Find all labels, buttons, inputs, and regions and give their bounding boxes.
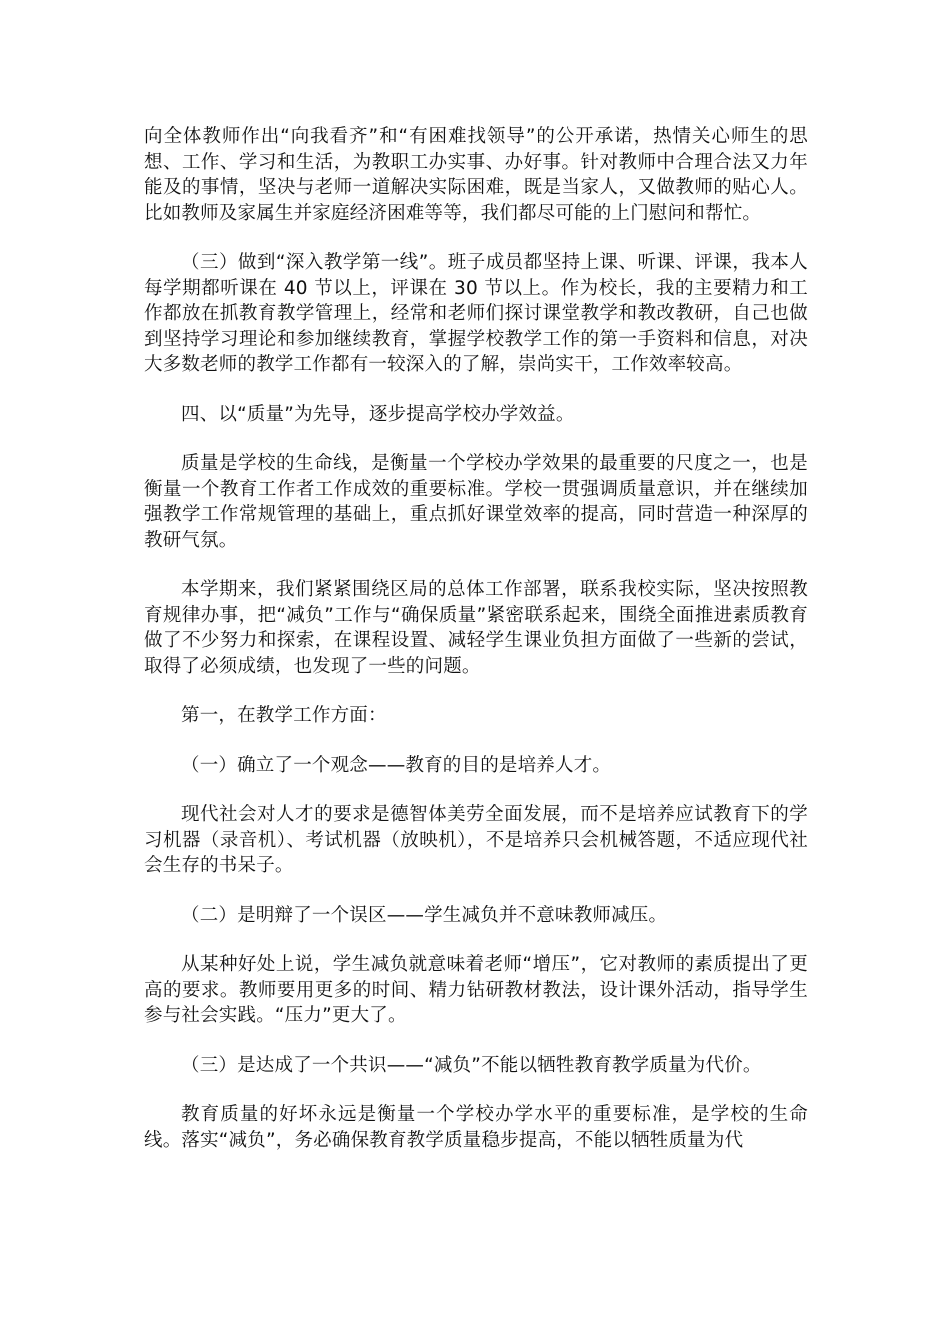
paragraph-education-quality: 教育质量的好坏永远是衡量一个学校办学水平的重要标准，是学校的生命线。落实“减负”，务必确保教育教学质量稳步提高，不能以牺牲质量为代: [144, 1104, 808, 1151]
paragraph-quality-lifeline: 质量是学校的生命线，是衡量一个学校办学效果的最重要的尺度之一，也是衡量一个教育工作者工作成效的重要标准。学校一贯强调质量意识，并在继续加强教学工作常规管理的基础上，重点抓好课堂效率的提高，同时营造一种深厚的教研气氛。: [144, 453, 808, 551]
section-heading-quality: 四、以“质量”为先导，逐步提高学校办学效益。: [181, 403, 575, 425]
paragraph-first-teaching: 第一，在教学工作方面：: [181, 705, 387, 726]
paragraph-teacher-pressure: 从某种好处上说，学生减负就意味着老师“增压”，它对教师的素质提出了更高的要求。教师要用更多的时间、精力钻研教材教法，设计课外活动，指导学生参与社会实践。“压力”更大了。: [144, 954, 808, 1026]
paragraph-modern-society: 现代社会对人才的要求是德智体美劳全面发展，而不是培养应试教育下的学习机器（录音机）、考试机器（放映机），不是培养只会机械答题，不适应现代社会生存的书呆子。: [144, 804, 808, 876]
paragraph-section-three-frontline: （三）做到“深入教学第一线”。班子成员都坚持上课、听课、评课，我本人每学期都听课在 40 节以上，评课在 30 节以上。作为校长，我的主要精力和工作都放在抓教育教学管理上，经常和老师们探讨课堂教学和教改教研，自己也做到坚持学习理论和参加继续教育，掌握学校教学工作的第一手资料和信息，对决大多数老师的教学工作都有一较深入的了解，崇尚实干，工作效率较高。: [144, 252, 808, 375]
subheading-concept: （一）确立了一个观念——教育的目的是培养人才。: [181, 754, 612, 776]
document-body: [144, 124, 808, 1177]
subheading-consensus: （三）是达成了一个共识——“减负”不能以牺牲教育教学质量为代价。: [181, 1054, 762, 1076]
paragraph-continuation: 向全体教师作出“向我看齐”和“有困难找领导”的公开承诺，热情关心师生的思想、工作、学习和生活，为教职工办实事、办好事。针对教师中合理合法又力年能及的事情，坚决与老师一道解决实际困难，既是当家人，又做教师的贴心人。比如教师及家属生并家庭经济困难等等，我们都尽可能的上门慰问和帮忙。: [144, 126, 808, 224]
subheading-misconception: （二）是明辩了一个误区——学生减负并不意味教师减压。: [181, 904, 668, 926]
paragraph-semester-work: 本学期来，我们紧紧围绕区局的总体工作部署，联系我校实际，坚决按照教育规律办事，把“减负”工作与“确保质量”紧密联系起来，围绕全面推进素质教育做了不少努力和探索，在课程设置、减轻学生课业负担方面做了一些新的尝试，取得了必须成绩，也发现了一些的问题。: [144, 579, 808, 677]
